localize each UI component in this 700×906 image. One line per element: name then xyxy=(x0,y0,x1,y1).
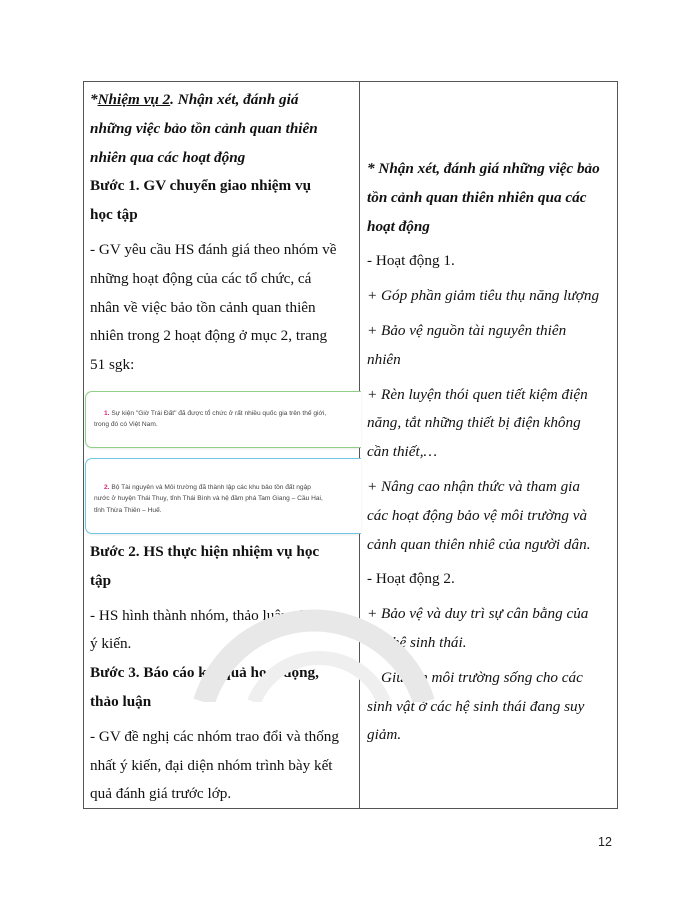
outcome-heading xyxy=(367,155,617,241)
activity1-point xyxy=(367,381,617,467)
text-line: - GV đề nghị các nhóm trao đổi và thống xyxy=(90,727,339,745)
text-line: ý kiến. xyxy=(90,635,132,653)
point-line: các hoạt động bảo vệ môi trường và xyxy=(367,506,588,524)
text-line: 51 sgk: xyxy=(90,356,135,374)
activity1-point xyxy=(367,317,617,375)
step-heading-line: học tập xyxy=(90,206,138,224)
text-line: nhân về việc bảo tồn cảnh quan thiên xyxy=(90,298,316,316)
step3-text xyxy=(90,723,359,809)
task-asterisk: * xyxy=(90,91,98,108)
activity2-point xyxy=(367,664,617,750)
outcome-asterisk: * xyxy=(367,160,379,177)
excerpt-line xyxy=(94,408,355,420)
outcome-heading-text: Nhận xét, đánh giá những việc bảo xyxy=(378,160,600,177)
point-line: các hệ sinh thái. xyxy=(367,633,467,651)
excerpt-line: tỉnh Thừa Thiên – Huế. xyxy=(94,506,162,514)
expected-outcome-column xyxy=(360,82,617,808)
point-line: năng, tắt những thiết bị điện không xyxy=(367,414,581,432)
point-line: + Góp phần giảm tiêu thụ năng lượng xyxy=(367,287,600,305)
step-heading-line: Bước 1. GV chuyển giao nhiệm vụ xyxy=(90,177,312,195)
text-line: nhiên trong 2 hoạt động ở mục 2, trang xyxy=(90,327,328,345)
point-line: cần thiết,… xyxy=(367,443,438,461)
excerpt-text: Sự kiện "Giờ Trái Đất" đã được tổ chức ở rất nhiều quốc gia trên thế giới, xyxy=(109,409,327,417)
activity2-label: - Hoạt động 2. xyxy=(367,570,455,588)
point-line: sinh vật ở các hệ sinh thái đang suy xyxy=(367,697,585,715)
excerpt-number: 2. xyxy=(104,483,110,491)
task-title-line: nhiên qua các hoạt động xyxy=(90,148,246,166)
step1-heading xyxy=(90,172,359,230)
excerpt-line: nước ở huyện Thái Thuỵ, tỉnh Thái Bình và hệ đầm phá Tam Giang – Cầu Hai, xyxy=(94,495,323,503)
outcome-heading-line: hoạt động xyxy=(367,217,430,235)
step1-text xyxy=(90,236,359,380)
point-line: nhiên xyxy=(367,350,401,368)
task-heading xyxy=(90,86,359,172)
point-line: + Rèn luyện thói quen tiết kiệm điện xyxy=(367,385,588,403)
activity2-point xyxy=(367,600,617,658)
excerpt-line: trong đó có Việt Nam. xyxy=(94,421,158,429)
excerpt-text: Bộ Tài nguyên và Môi trường đã thành lập các khu bảo tồn đất ngập xyxy=(109,483,311,491)
point-line: + Giữ gìn môi trường sống cho các xyxy=(367,668,583,686)
step3-heading xyxy=(90,659,359,717)
activity1-point xyxy=(367,473,617,559)
text-line: - GV yêu cầu HS đánh giá theo nhóm về xyxy=(90,240,337,258)
text-line: những hoạt động của các tổ chức, cá xyxy=(90,269,312,287)
page-number: 12 xyxy=(598,835,612,849)
step-heading-line: Bước 3. Báo cáo kết quả hoạt động, xyxy=(90,664,319,682)
point-line: + Nâng cao nhận thức và tham gia xyxy=(367,477,580,495)
step-heading-line: Bước 2. HS thực hiện nhiệm vụ học xyxy=(90,542,320,560)
lesson-table xyxy=(83,81,618,809)
text-line: quả đánh giá trước lớp. xyxy=(90,785,232,803)
outcome-heading-line: tồn cảnh quan thiên nhiên qua các xyxy=(367,188,587,206)
activity1-point xyxy=(367,282,617,311)
text-line: - HS hình thành nhóm, thảo luận, đưa ra xyxy=(90,606,335,624)
text-line: nhất ý kiến, đại diện nhóm trình bày kết xyxy=(90,756,333,774)
activity1-label: - Hoạt động 1. xyxy=(367,252,455,270)
task-title-part: . Nhận xét, đánh giá xyxy=(170,91,299,108)
step2-heading xyxy=(90,538,359,596)
point-line: cảnh quan thiên nhiê của người dân. xyxy=(367,535,591,553)
point-line: + Bảo vệ nguồn tài nguyên thiên xyxy=(367,321,567,339)
textbook-excerpt-2 xyxy=(85,458,361,534)
teacher-activity-column xyxy=(84,82,360,808)
point-line: giảm. xyxy=(367,726,402,744)
excerpt-number: 1. xyxy=(104,409,110,417)
point-line: + Bảo vệ và duy trì sự cân bằng của xyxy=(367,605,589,623)
step2-text xyxy=(90,602,359,660)
textbook-excerpt-1 xyxy=(85,391,361,448)
excerpt-line xyxy=(94,482,355,494)
task-label: Nhiệm vụ 2 xyxy=(97,91,171,108)
step-heading-line: tập xyxy=(90,571,112,589)
task-title-line: những việc bảo tồn cảnh quan thiên xyxy=(90,119,318,137)
step-heading-line: thảo luận xyxy=(90,692,152,710)
